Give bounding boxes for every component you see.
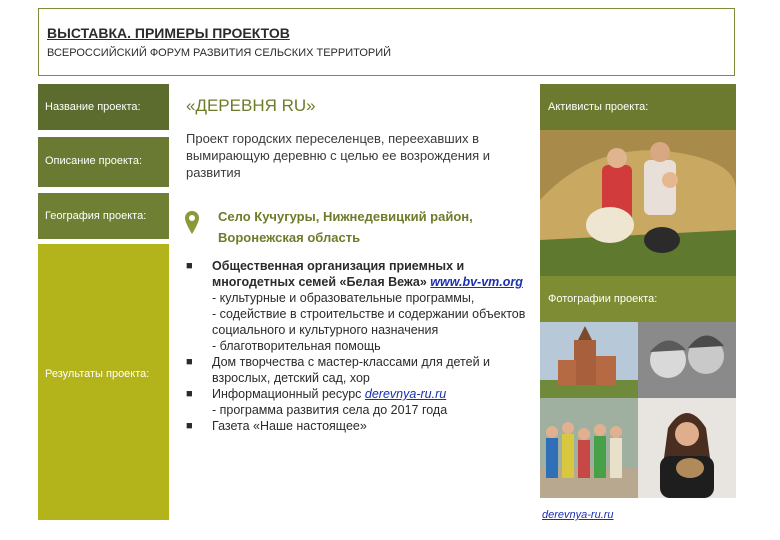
result-item-4: Газета «Наше настоящее» [212,419,367,433]
label-project-name-text: Название проекта: [45,101,141,113]
result-item-1-text: Общественная организация приемных и многодетных семей «Белая Вежа» [212,259,465,289]
geography-line-2: Воронежская область [218,230,361,245]
church-photo [540,322,638,398]
label-project-results-text: Результаты проекта: [45,368,150,380]
label-photos [540,276,736,322]
result-item-3-sub: - программа развития села до 2017 года [212,403,448,417]
result-item-3-text: Информационный ресурс [212,387,365,401]
geography-line-1: Село Кучугуры, Нижнедевицкий район, [218,209,473,224]
children-photo [638,322,736,398]
list-item [186,386,526,402]
footer-derevnya-link[interactable]: derevnya-ru.ru [542,509,614,521]
label-project-geography [38,193,169,239]
square-bullet-icon: ■ [186,388,193,400]
header-box [38,8,735,76]
activists-photo [540,130,736,276]
label-project-results [38,244,169,520]
square-bullet-icon: ■ [186,356,193,368]
label-activists-text: Активисты проекта: [548,101,649,113]
result-item-1-sub-1: - культурные и образовательные программы, [212,291,475,305]
location-pin-icon [184,210,200,236]
square-bullet-icon: ■ [186,260,193,272]
result-item-1-sub-3: - благотворительная помощь [212,339,381,353]
result-item-1-sub-2: - содействие в строительстве и содержании объектов социального и культурного назначения [212,307,526,337]
result-item-2: Дом творчества с мастер-классами для детей и взрослых, детский сад, хор [212,355,491,385]
label-project-geography-text: География проекта: [45,210,147,222]
project-description: Проект городских переселенцев, переехавших в вымирающую деревню с целью ее возрождения и развития [186,131,491,180]
page-subtitle: ВСЕРОССИЙСКИЙ ФОРУМ РАЗВИТИЯ СЕЛЬСКИХ ТЕРРИТОРИЙ [47,47,392,59]
list-item [186,258,526,290]
label-project-name [38,84,169,130]
list-item [186,418,526,434]
project-geography [218,206,518,248]
square-bullet-icon: ■ [186,420,193,432]
derevnya-ru-link[interactable]: derevnya-ru.ru [364,387,447,401]
list-item [186,354,526,386]
project-name: «ДЕРЕВНЯ RU» [186,96,316,115]
page-title: ВЫСТАВКА. ПРИМЕРЫ ПРОЕКТОВ [47,25,290,41]
bv-vm-link[interactable]: www.bv-vm.org [430,275,523,289]
label-project-description-text: Описание проекта: [45,155,143,167]
group-photo [540,398,638,498]
results-list [186,258,526,434]
label-activists [540,84,736,130]
label-photos-text: Фотографии проекта: [548,293,658,305]
woman-with-cat-photo [638,398,736,498]
label-project-description [38,137,169,187]
